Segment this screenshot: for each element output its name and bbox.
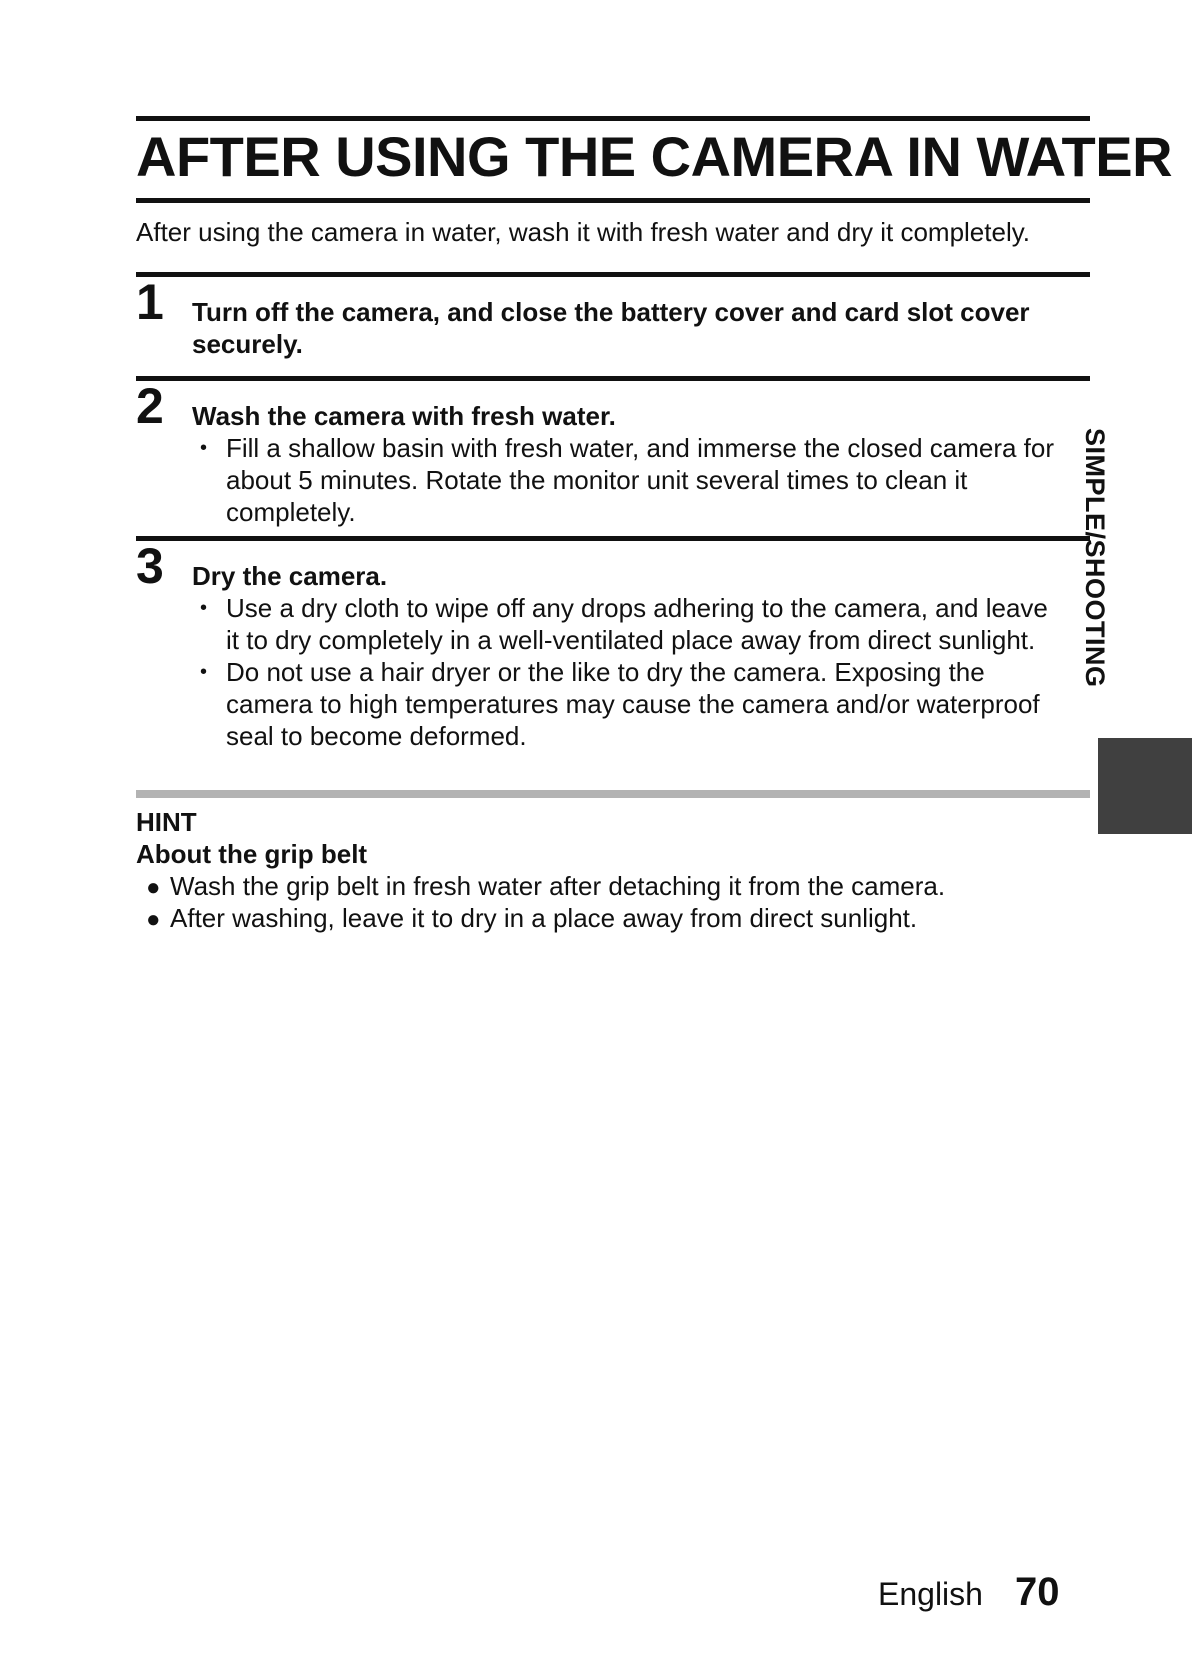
bullet-line: about 5 minutes. Rotate the monitor unit several times to clean it bbox=[226, 465, 968, 495]
step-1-number: 1 bbox=[136, 274, 164, 330]
step-1-title bbox=[192, 296, 1092, 360]
section-thumb-tab bbox=[1098, 738, 1192, 834]
hint-list-item bbox=[146, 870, 1086, 904]
section-side-label: SIMPLE/SHOOTING bbox=[1080, 428, 1110, 688]
page-number: 70 bbox=[1014, 1570, 1060, 1614]
title-bottom-rule bbox=[136, 198, 1090, 203]
bullet-line: camera to high temperatures may cause the camera and/or waterproof bbox=[226, 689, 1040, 719]
step-1-rule bbox=[136, 272, 1090, 277]
step-2-rule bbox=[136, 376, 1090, 381]
bullet-line: Fill a shallow basin with fresh water, and immerse the closed camera for bbox=[226, 433, 1055, 463]
step-3-rule bbox=[136, 536, 1090, 541]
intro-paragraph: After using the camera in water, wash it with fresh water and dry it completely. bbox=[136, 217, 1031, 247]
hint-label: HINT bbox=[136, 807, 197, 837]
bullet-line: it to dry completely in a well-ventilated place away from direct sunlight. bbox=[226, 625, 1036, 655]
step-2-bullet bbox=[192, 432, 1092, 528]
bullet-icon: ● bbox=[146, 906, 161, 933]
bullet-icon: • bbox=[200, 661, 208, 683]
bullet-icon: • bbox=[200, 597, 208, 619]
step-1-title-line: Turn off the camera, and close the battery cover and card slot cover bbox=[192, 297, 1030, 327]
title-top-rule bbox=[136, 116, 1090, 121]
step-3-bullet bbox=[192, 592, 1092, 656]
bullet-line: Use a dry cloth to wipe off any drops adhering to the camera, and leave bbox=[226, 593, 1048, 623]
hint-divider bbox=[136, 790, 1090, 798]
bullet-icon: • bbox=[200, 437, 208, 459]
step-2-number: 2 bbox=[136, 378, 164, 434]
step-3-number: 3 bbox=[136, 538, 164, 594]
bullet-line: completely. bbox=[226, 497, 356, 527]
bullet-line: seal to become deformed. bbox=[226, 721, 527, 751]
page-footer bbox=[878, 1572, 1059, 1614]
bullet-icon: ● bbox=[146, 874, 161, 901]
step-3-bullet bbox=[192, 656, 1092, 752]
page-title: AFTER USING THE CAMERA IN WATER bbox=[136, 125, 1173, 188]
hint-item-text: Wash the grip belt in fresh water after detaching it from the camera. bbox=[170, 871, 946, 901]
step-1-title-line: securely. bbox=[192, 329, 303, 359]
step-2-title: Wash the camera with fresh water. bbox=[192, 401, 616, 431]
hint-item-text: After washing, leave it to dry in a place away from direct sunlight. bbox=[170, 903, 918, 933]
bullet-line: Do not use a hair dryer or the like to dry the camera. Exposing the bbox=[226, 657, 985, 687]
step-3-title: Dry the camera. bbox=[192, 561, 388, 591]
footer-language: English bbox=[878, 1576, 983, 1612]
hint-subtitle: About the grip belt bbox=[136, 839, 368, 869]
hint-list-item bbox=[146, 902, 1086, 936]
